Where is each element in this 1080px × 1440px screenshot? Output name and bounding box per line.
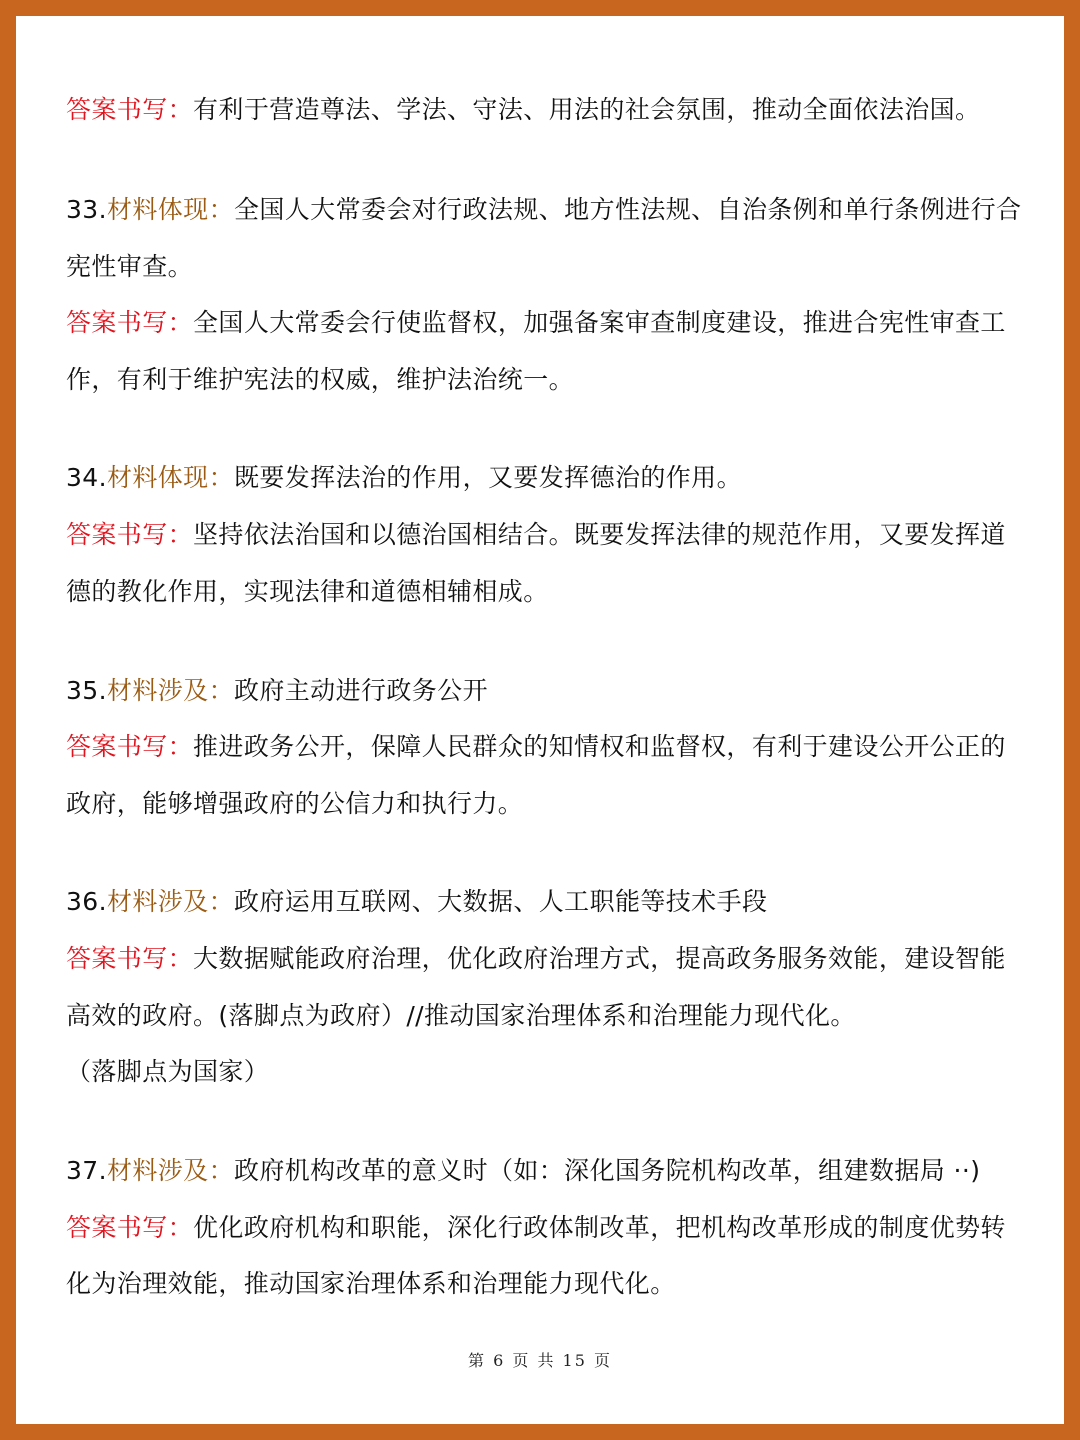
item-number: 34. [66,463,107,492]
answer-line: 答案书写：优化政府机构和职能，深化行政体制改革，把机构改革形成的制度优势转 [66,1213,1006,1242]
material-tag: 材料体现： [106,463,234,492]
item-number: 37. [66,1156,107,1185]
answer-tag: 答案书写： [66,944,194,973]
answer-line: 答案书写：大数据赋能政府治理，优化政府治理方式，提高政务服务效能，建设智能 [66,944,1006,973]
answer-line: 答案书写：推进政务公开，保障人民群众的知情权和监督权，有利于建设公开公正的 [66,732,1006,761]
item-number: 35. [66,676,107,705]
answer-line: 答案书写：全国人大常委会行使监督权，加强备案审查制度建设，推进合宪性审查工 [66,308,1006,337]
material-tag: 材料涉及： [106,676,234,705]
answer-line: 答案书写：有利于营造尊法、学法、守法、用法的社会氛围，推动全面依法治国。 [66,95,981,124]
answer-tag: 答案书写： [66,520,194,549]
material-line: 37.材料涉及：政府机构改革的意义时（如：深化国务院机构改革，组建数据局 ··) [66,1156,981,1185]
answer-line: 政府，能够增强政府的公信力和执行力。 [66,789,524,818]
item-number: 33. [66,195,107,224]
material-tag: 材料体现： [106,195,234,224]
answer-line: 德的教化作用，实现法律和道德相辅相成。 [66,577,549,606]
material-tag: 材料涉及： [106,1156,234,1185]
total-pages-number: 15 [562,1351,587,1370]
answer-line: 答案书写：坚持依法治国和以德治国相结合。既要发挥法律的规范作用，又要发挥道 [66,520,1006,549]
page-footer: 第 6 页 共 15 页 [467,1351,613,1370]
answer-tag: 答案书写： [66,1213,194,1242]
answer-line: 高效的政府。(落脚点为政府）//推动国家治理体系和治理能力现代化。 [66,1001,856,1030]
material-line: 36.材料涉及：政府运用互联网、大数据、人工职能等技术手段 [66,887,768,916]
answer-tag: 答案书写： [66,732,194,761]
answer-tag: 答案书写： [66,308,194,337]
material-line: 34.材料体现：既要发挥法治的作用，又要发挥德治的作用。 [66,463,742,492]
item-number: 36. [66,887,107,916]
answer-line: 作，有利于维护宪法的权威，维护法治统一。 [66,365,575,394]
material-line: 33.材料体现：全国人大常委会对行政法规、地方性法规、自治条例和单行条例进行合 [66,195,1022,224]
material-tag: 材料涉及： [106,887,234,916]
answer-tag: 答案书写： [66,95,194,124]
material-line: 宪性审查。 [66,252,194,281]
current-page-number: 6 [493,1351,506,1370]
material-line: 35.材料涉及：政府主动进行政务公开 [66,676,488,705]
answer-line: 化为治理效能，推动国家治理体系和治理能力现代化。 [66,1269,676,1298]
answer-line: （落脚点为国家） [66,1057,270,1086]
